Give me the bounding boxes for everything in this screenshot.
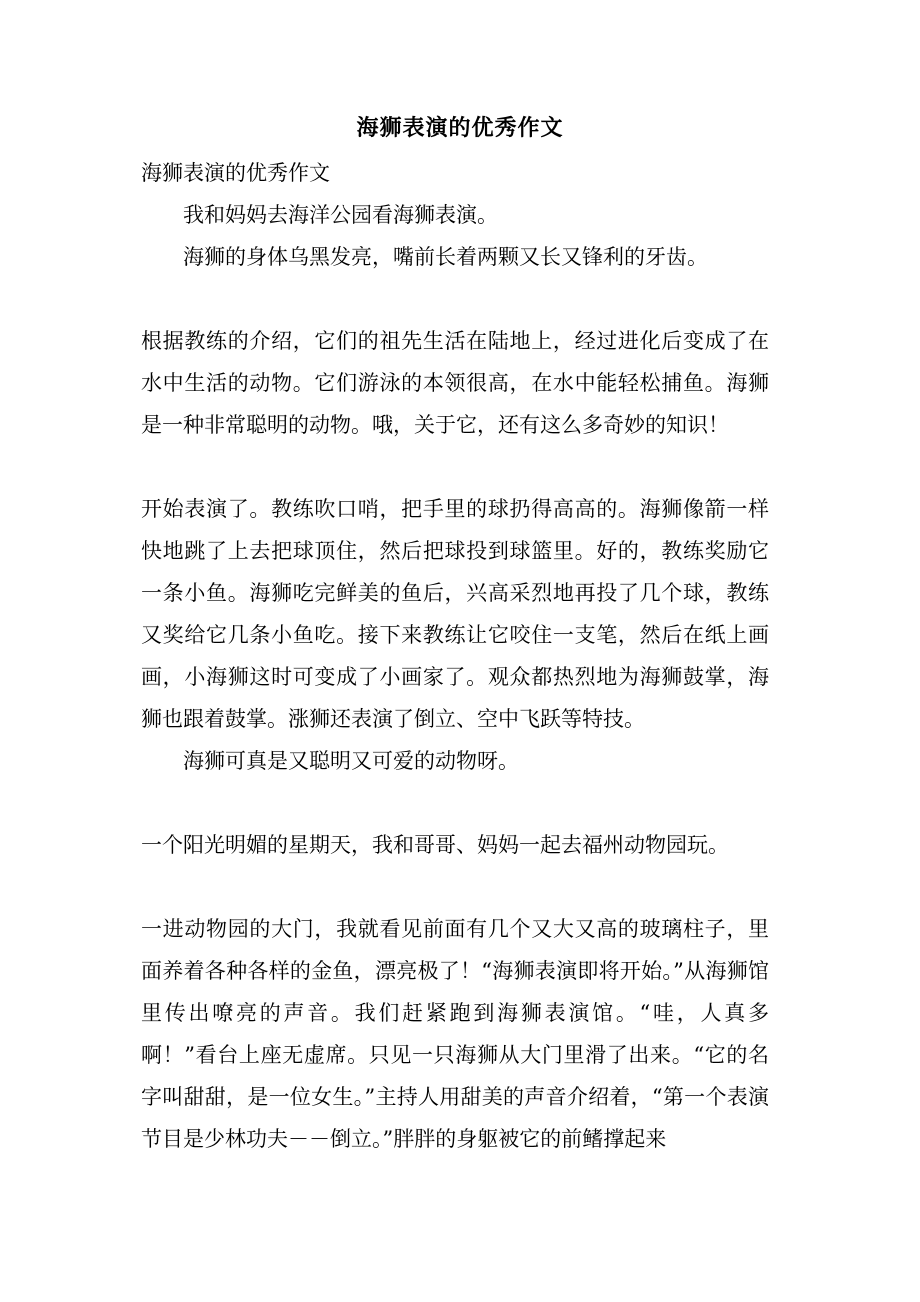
paragraph: 根据教练的介绍，它们的祖先生活在陆地上，经过进化后变成了在水中生活的动物。它们游泳的本领很高，在水中能轻松捕鱼。海狮是一种非常聪明的动物。哦，关于它，还有这么多奇妙的知识！ [141,329,769,437]
paragraph: 一个阳光明媚的星期天，我和哥哥、妈妈一起去福州动物园玩。 [141,833,729,857]
paragraph: 一进动物园的大门，我就看见前面有几个又大又高的玻璃柱子，里面养着各种各样的金鱼，漂亮极了！“海狮表演即将开始。”从海狮馆里传出嘹亮的声音。我们赶紧跑到海狮表演馆。“哇，人真多啊！”看台上座无虚席。只见一只海狮从大门里滑了出来。“它的名字叫甜甜，是一位女生。”主持人用甜美的声音介绍着，“第一个表演节目是少林功夫－－倒立。”胖胖的身躯被它的前鳍撑起来 [141,917,769,1151]
paragraph: 海狮可真是又聪明又可爱的动物呀。 [183,749,519,773]
document-title: 海狮表演的优秀作文 [356,115,564,141]
paragraph: 开始表演了。教练吹口哨，把手里的球扔得高高的。海狮像箭一样快地跳了上去把球顶住，然后把球投到球篮里。好的，教练奖励它一条小鱼。海狮吃完鲜美的鱼后，兴高采烈地再投了几个球，教练又奖给它几条小鱼吃。接下来教练让它咬住一支笔，然后在纸上画画，小海狮这时可变成了小画家了。观众都热烈地为海狮鼓掌，海狮也跟着鼓掌。涨狮还表演了倒立、空中飞跃等特技。 [141,497,769,731]
paragraph: 我和妈妈去海洋公园看海狮表演。 [183,203,498,227]
document-subtitle: 海狮表演的优秀作文 [141,161,330,185]
paragraph: 海狮的身体乌黑发亮，嘴前长着两颗又长又锋利的牙齿。 [183,245,708,269]
